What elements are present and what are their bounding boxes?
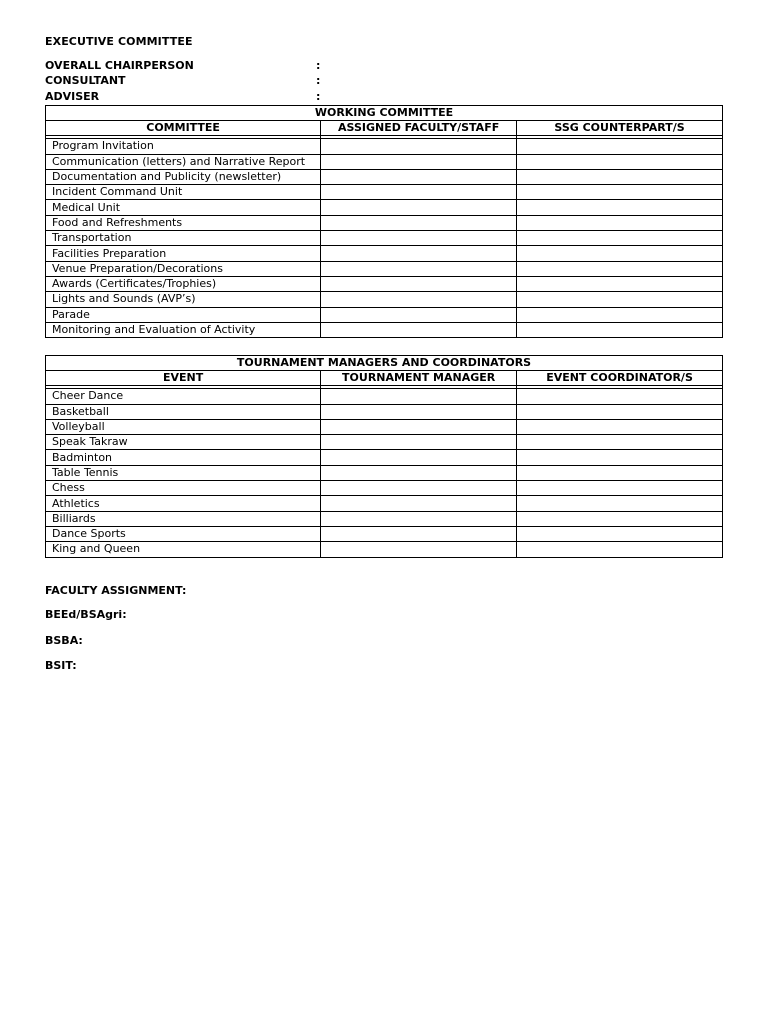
faculty-assignment-beed: BEEd/BSAgri: — [45, 608, 127, 621]
consultant-colon: : — [316, 74, 321, 87]
table-row — [46, 526, 723, 541]
committee-name-cell: Food and Refreshments — [46, 215, 321, 230]
assigned-faculty-cell[interactable] — [321, 261, 517, 276]
tournament-manager-cell[interactable] — [321, 542, 517, 557]
assigned-faculty-cell[interactable] — [321, 322, 517, 337]
table-row — [46, 185, 723, 200]
assigned-faculty-cell[interactable] — [321, 169, 517, 184]
adviser-label: ADVISER — [45, 90, 100, 103]
adviser-colon: : — [316, 90, 321, 103]
ssg-counterpart-cell[interactable] — [517, 200, 723, 215]
tournament-manager-cell[interactable] — [321, 419, 517, 434]
committee-name-cell: Venue Preparation/Decorations — [46, 261, 321, 276]
event-name-cell: Cheer Dance — [46, 389, 321, 404]
table-row — [46, 435, 723, 450]
column-header-event-coordinator: EVENT COORDINATOR/S — [517, 371, 723, 386]
event-name-cell: Speak Takraw — [46, 435, 321, 450]
event-name-cell: King and Queen — [46, 542, 321, 557]
consultant-row — [45, 74, 335, 89]
table-row — [46, 292, 723, 307]
event-name-cell: Volleyball — [46, 419, 321, 434]
tournament-manager-cell[interactable] — [321, 404, 517, 419]
committee-name-cell: Program Invitation — [46, 139, 321, 154]
tournament-manager-cell[interactable] — [321, 435, 517, 450]
assigned-faculty-cell[interactable] — [321, 276, 517, 291]
table-row — [46, 261, 723, 276]
assigned-faculty-cell[interactable] — [321, 231, 517, 246]
event-coordinator-cell[interactable] — [517, 389, 723, 404]
consultant-label: CONSULTANT — [45, 74, 126, 87]
committee-name-cell: Documentation and Publicity (newsletter) — [46, 169, 321, 184]
table-row — [46, 154, 723, 169]
event-coordinator-cell[interactable] — [517, 511, 723, 526]
overall-chairperson-label: OVERALL CHAIRPERSON — [45, 59, 194, 72]
tournament-header-row — [46, 371, 723, 386]
ssg-counterpart-cell[interactable] — [517, 231, 723, 246]
event-coordinator-cell[interactable] — [517, 496, 723, 511]
executive-committee-title: EXECUTIVE COMMITTEE — [45, 35, 193, 48]
tournament-manager-cell[interactable] — [321, 465, 517, 480]
table-row — [46, 450, 723, 465]
table-row — [46, 481, 723, 496]
table-row — [46, 465, 723, 480]
committee-name-cell: Incident Command Unit — [46, 185, 321, 200]
column-header-tournament-manager: TOURNAMENT MANAGER — [321, 371, 517, 386]
table-row — [46, 322, 723, 337]
assigned-faculty-cell[interactable] — [321, 154, 517, 169]
assigned-faculty-cell[interactable] — [321, 200, 517, 215]
table-row — [46, 542, 723, 557]
overall-chairperson-colon: : — [316, 59, 321, 72]
table-row — [46, 169, 723, 184]
event-coordinator-cell[interactable] — [517, 465, 723, 480]
column-header-event: EVENT — [46, 371, 321, 386]
adviser-row — [45, 90, 335, 105]
tournament-manager-cell[interactable] — [321, 511, 517, 526]
event-name-cell: Dance Sports — [46, 526, 321, 541]
tournament-table — [45, 355, 723, 558]
table-row — [46, 246, 723, 261]
event-coordinator-cell[interactable] — [517, 542, 723, 557]
committee-name-cell: Communication (letters) and Narrative Report — [46, 154, 321, 169]
table-row — [46, 276, 723, 291]
assigned-faculty-cell[interactable] — [321, 139, 517, 154]
ssg-counterpart-cell[interactable] — [517, 215, 723, 230]
ssg-counterpart-cell[interactable] — [517, 246, 723, 261]
working-committee-title-row — [46, 106, 723, 121]
event-name-cell: Basketball — [46, 404, 321, 419]
ssg-counterpart-cell[interactable] — [517, 169, 723, 184]
column-header-committee: COMMITTEE — [46, 121, 321, 136]
ssg-counterpart-cell[interactable] — [517, 276, 723, 291]
event-name-cell: Table Tennis — [46, 465, 321, 480]
faculty-assignment-title: FACULTY ASSIGNMENT: — [45, 584, 187, 597]
working-committee-header-row — [46, 121, 723, 136]
event-name-cell: Badminton — [46, 450, 321, 465]
table-row — [46, 307, 723, 322]
table-row — [46, 496, 723, 511]
committee-name-cell: Facilities Preparation — [46, 246, 321, 261]
committee-name-cell: Monitoring and Evaluation of Activity — [46, 322, 321, 337]
working-committee-body — [46, 139, 723, 338]
ssg-counterpart-cell[interactable] — [517, 139, 723, 154]
committee-name-cell: Awards (Certificates/Trophies) — [46, 276, 321, 291]
table-row — [46, 389, 723, 404]
tournament-body — [46, 389, 723, 557]
column-header-assigned-faculty: ASSIGNED FACULTY/STAFF — [321, 121, 517, 136]
event-coordinator-cell[interactable] — [517, 419, 723, 434]
working-committee-table — [45, 105, 723, 338]
assigned-faculty-cell[interactable] — [321, 185, 517, 200]
event-coordinator-cell[interactable] — [517, 435, 723, 450]
assigned-faculty-cell[interactable] — [321, 307, 517, 322]
tournament-manager-cell[interactable] — [321, 481, 517, 496]
table-row — [46, 200, 723, 215]
ssg-counterpart-cell[interactable] — [517, 322, 723, 337]
column-header-ssg-counterpart: SSG COUNTERPART/S — [517, 121, 723, 136]
working-committee-title: WORKING COMMITTEE — [46, 106, 723, 121]
table-row — [46, 419, 723, 434]
committee-name-cell: Transportation — [46, 231, 321, 246]
table-row — [46, 139, 723, 154]
event-coordinator-cell[interactable] — [517, 526, 723, 541]
ssg-counterpart-cell[interactable] — [517, 261, 723, 276]
table-row — [46, 231, 723, 246]
table-row — [46, 511, 723, 526]
overall-chairperson-row — [45, 59, 335, 74]
event-name-cell: Chess — [46, 481, 321, 496]
ssg-counterpart-cell[interactable] — [517, 185, 723, 200]
event-coordinator-cell[interactable] — [517, 404, 723, 419]
tournament-title-row — [46, 356, 723, 371]
tournament-title: TOURNAMENT MANAGERS AND COORDINATORS — [46, 356, 723, 371]
event-coordinator-cell[interactable] — [517, 481, 723, 496]
table-row — [46, 404, 723, 419]
ssg-counterpart-cell[interactable] — [517, 154, 723, 169]
assigned-faculty-cell[interactable] — [321, 292, 517, 307]
tournament-manager-cell[interactable] — [321, 389, 517, 404]
committee-name-cell: Medical Unit — [46, 200, 321, 215]
assigned-faculty-cell[interactable] — [321, 215, 517, 230]
faculty-assignment-bsba: BSBA: — [45, 634, 83, 647]
committee-name-cell: Lights and Sounds (AVP’s) — [46, 292, 321, 307]
tournament-manager-cell[interactable] — [321, 450, 517, 465]
ssg-counterpart-cell[interactable] — [517, 292, 723, 307]
event-name-cell: Billiards — [46, 511, 321, 526]
assigned-faculty-cell[interactable] — [321, 246, 517, 261]
committee-name-cell: Parade — [46, 307, 321, 322]
tournament-manager-cell[interactable] — [321, 496, 517, 511]
ssg-counterpart-cell[interactable] — [517, 307, 723, 322]
event-coordinator-cell[interactable] — [517, 450, 723, 465]
faculty-assignment-bsit: BSIT: — [45, 659, 77, 672]
tournament-manager-cell[interactable] — [321, 526, 517, 541]
event-name-cell: Athletics — [46, 496, 321, 511]
table-row — [46, 215, 723, 230]
